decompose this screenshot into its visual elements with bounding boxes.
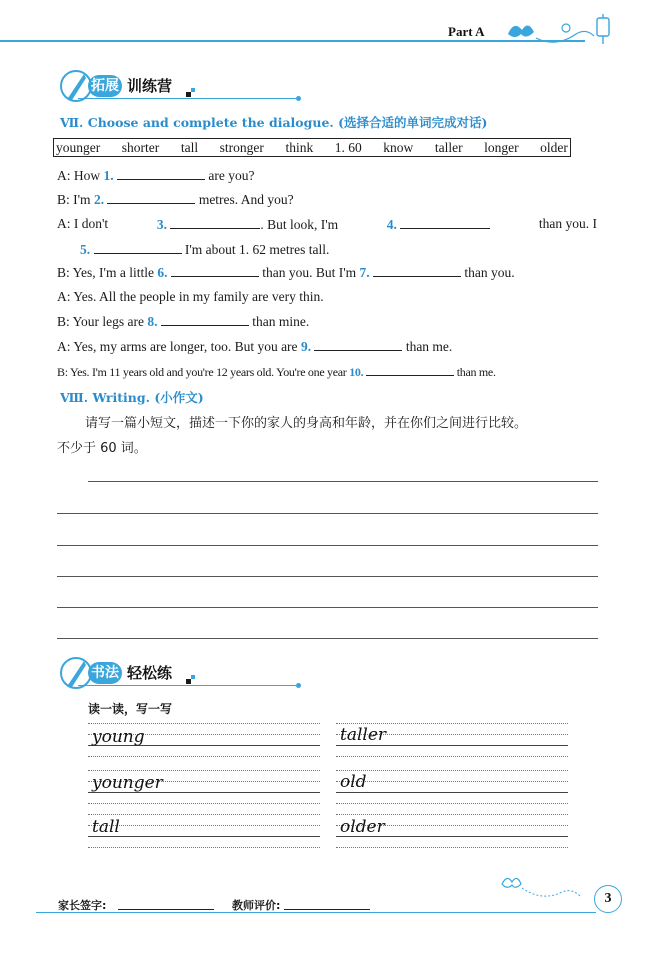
- dialogue-line-1: A: How 1. are you?: [57, 168, 255, 183]
- teacher-evaluation-label: 教师评价:: [232, 899, 281, 912]
- squares-icon: [186, 675, 196, 685]
- ruled-line: [88, 814, 320, 815]
- handwriting-word: old: [340, 772, 367, 792]
- writing-line[interactable]: [57, 638, 598, 639]
- ruled-line: [336, 756, 568, 757]
- calligraphy-instruction: 读一读，写一写: [88, 702, 173, 716]
- banner-underline: [78, 685, 298, 686]
- banner-underline: [78, 98, 298, 99]
- banner-dot: [296, 683, 301, 688]
- word-bank-item: tall: [180, 139, 199, 155]
- banner-dot: [296, 96, 301, 101]
- answer-blank-5[interactable]: [94, 241, 182, 254]
- word-bank-item: 1. 60: [334, 139, 362, 155]
- dialogue-line-6: A: Yes. All the people in my family are very thin.: [57, 289, 324, 304]
- dialogue-line-3: A: I don't 3. . But look, I'm 4. than you. I: [57, 216, 597, 232]
- word-bank: [53, 138, 571, 157]
- ruled-line: [88, 803, 320, 804]
- parent-signature-label: 家长签字:: [58, 899, 107, 912]
- word-bank-item: younger: [56, 139, 101, 155]
- answer-blank-6[interactable]: [171, 264, 259, 277]
- parent-signature-field[interactable]: [118, 909, 214, 910]
- butterfly-decoration: [498, 872, 588, 902]
- ruled-line: [336, 781, 568, 782]
- word-bank-item: taller: [434, 139, 463, 155]
- handwriting-word: young: [92, 727, 145, 747]
- writing-line[interactable]: [57, 607, 598, 608]
- ruled-line: [336, 792, 568, 793]
- ruled-line: [336, 745, 568, 746]
- word-bank-item: know: [383, 139, 414, 155]
- handwriting-word: tall: [92, 817, 120, 837]
- ruled-line: [336, 814, 568, 815]
- ruled-line: [336, 847, 568, 848]
- answer-blank-4[interactable]: [400, 216, 490, 229]
- section-banner-calligraphy: [58, 655, 308, 693]
- word-bank-item: shorter: [121, 139, 160, 155]
- ruled-line: [336, 770, 568, 771]
- ruled-line: [88, 847, 320, 848]
- teacher-evaluation-field[interactable]: [284, 909, 370, 910]
- dialogue-line-2: B: I'm 2. metres. And you?: [57, 192, 294, 207]
- section-heading-vii: Ⅶ. Choose and complete the dialogue. (选择合适的单词完成对话): [60, 115, 488, 130]
- handwriting-word: taller: [340, 725, 387, 745]
- dialogue-line-4: 5. I'm about 1. 62 metres tall.: [80, 242, 330, 257]
- word-bank-item: longer: [484, 139, 519, 155]
- butterfly-vine-decoration: [500, 12, 620, 46]
- ruled-line: [88, 756, 320, 757]
- banner-badge: 书法: [88, 662, 122, 684]
- page-number: 3: [594, 885, 622, 913]
- squares-icon: [186, 88, 196, 98]
- writing-line[interactable]: [57, 545, 598, 546]
- lantern-icon: [597, 14, 609, 44]
- writing-line[interactable]: [88, 481, 598, 482]
- writing-line[interactable]: [57, 513, 598, 514]
- answer-blank-1[interactable]: [117, 167, 205, 180]
- ruled-line: [336, 803, 568, 804]
- answer-blank-10[interactable]: [366, 363, 454, 376]
- writing-prompt-line-2: 不少于 60 词。: [57, 441, 147, 456]
- banner-title: 训练营: [127, 77, 173, 95]
- word-bank-item: think: [285, 139, 314, 155]
- section-heading-viii: Ⅷ. Writing. (小作文): [60, 390, 204, 405]
- banner-badge: 拓展: [88, 75, 122, 97]
- section-banner-training: [58, 68, 308, 106]
- ruled-line: [88, 723, 320, 724]
- answer-blank-7[interactable]: [373, 264, 461, 277]
- ruled-line: [336, 723, 568, 724]
- ruled-line: [88, 836, 320, 837]
- header-rule: [0, 40, 585, 42]
- ruled-line: [88, 825, 320, 826]
- banner-title: 轻松练: [127, 664, 173, 682]
- answer-blank-3[interactable]: [170, 216, 260, 229]
- dialogue-line-8: A: Yes, my arms are longer, too. But you are 9. than me.: [57, 339, 453, 354]
- word-bank-item: older: [540, 139, 568, 155]
- handwriting-word: older: [340, 817, 385, 837]
- dialogue-line-5: B: Yes, I'm a little 6. than you. But I'm 7. than you.: [57, 265, 515, 280]
- handwriting-word: younger: [92, 773, 163, 793]
- footer-rule: [36, 912, 596, 913]
- answer-blank-9[interactable]: [314, 338, 402, 351]
- writing-prompt-line-1: 请写一篇小短文，描述一下你的家人的身高和年龄，并在你们之间进行比较。: [85, 416, 528, 431]
- dialogue-line-9: B: Yes. I'm 11 years old and you're 12 years old. You're one year 10. than me.: [57, 365, 496, 379]
- word-bank-item: stronger: [219, 139, 264, 155]
- part-label: Part A: [448, 24, 485, 39]
- ruled-line: [88, 770, 320, 771]
- answer-blank-8[interactable]: [161, 313, 249, 326]
- answer-blank-2[interactable]: [107, 191, 195, 204]
- writing-line[interactable]: [57, 576, 598, 577]
- dialogue-line-7: B: Your legs are 8. than mine.: [57, 314, 310, 329]
